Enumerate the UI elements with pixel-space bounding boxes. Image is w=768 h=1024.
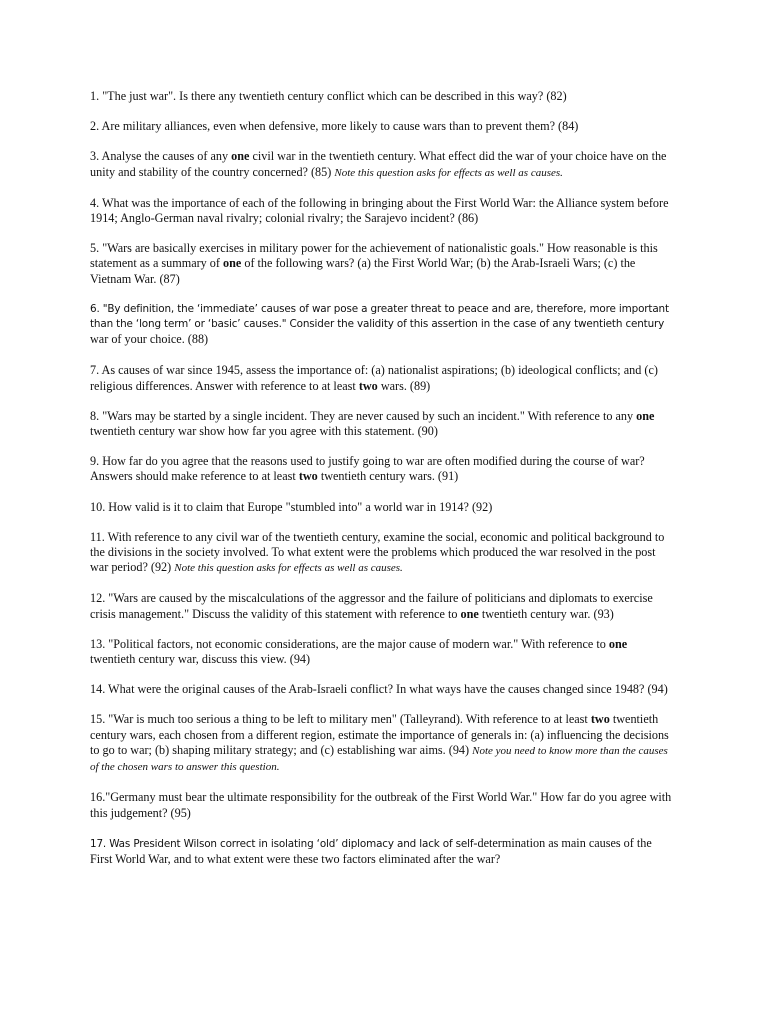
question-1-text: 1. "The just war". Is there any twentieth century conflict which can be described in this way? (82) (90, 89, 567, 103)
question-9 (90, 454, 672, 484)
question-10-text: 10. How valid is it to claim that Europe "stumbled into" a world war in 1914? (92) (90, 499, 493, 514)
question-8-text-b: twentieth century war show how far you agree with this statement. (90) (90, 424, 438, 439)
question-11 (90, 530, 672, 577)
question-9-text-a: 9. How far do you agree that the reasons used to justify going to war are often modified during the course of war? Answers should make reference to at least (90, 454, 645, 484)
question-8-emphasis: one (636, 408, 655, 423)
question-17-text-b: -determination as main causes of the First World War, and to what extent were these two factors eliminated after the war? (90, 835, 652, 866)
question-1 (90, 89, 672, 104)
question-15 (90, 712, 672, 775)
question-12-emphasis: one (460, 606, 479, 621)
question-16 (90, 790, 672, 820)
question-14 (90, 682, 672, 697)
question-11-text-a: 11. With reference to any civil war of the twentieth century, examine the social, economic and political background to the divisions in the society involved. To what extent were the problems which produced the war resolved in the post war period? (92) (90, 529, 665, 575)
question-12 (90, 591, 672, 621)
question-3-text-b: civil war in the twentieth century. What effect did the war of your choice have on the unity and stability of the country concerned? (85) (90, 149, 667, 179)
question-17-text-a: 17. Was President Wilson correct in isolating ‘old’ diplomacy and lack of self (90, 837, 474, 850)
question-10 (90, 500, 672, 515)
question-3-text-a: 3. Analyse the causes of any (90, 149, 232, 164)
question-13-text-b: twentieth century war, discuss this view. (94) (90, 652, 311, 667)
question-12-text-b: twentieth century war. (93) (478, 606, 614, 621)
question-14-text: 14. What were the original causes of the Arab-Israeli conflict? In what ways have the causes changed since 1948? (94) (90, 682, 668, 697)
question-6-text-a: 6. "By definition, the ‘immediate’ causes of war pose a greater threat to peace and are, therefore, more important than the ‘long term’ or ‘basic’ causes." Consider the validity of this assertion in the case of any twentieth century (90, 302, 669, 331)
question-15-note: Note you need to know more than the causes of the chosen wars to answer this question. (90, 744, 668, 774)
question-15-text-a: 15. "War is much too serious a thing to be left to military men" (Talleyrand). With reference to at least (90, 712, 591, 727)
question-list (90, 89, 672, 883)
question-3-note: Note this question asks for effects as well as causes. (334, 166, 563, 179)
question-9-emphasis: two (298, 469, 318, 484)
question-5-text-b: of the following wars? (a) the First World War; (b) the Arab-Israeli Wars; (c) the Vietnam War. (87) (90, 256, 636, 286)
question-13 (90, 637, 672, 667)
question-8-text-a: 8. "Wars may be started by a single incident. They are never caused by such an incident." With reference to any (90, 408, 637, 423)
question-8 (90, 409, 672, 439)
question-6 (90, 302, 672, 349)
question-2 (90, 119, 672, 134)
question-9-text-b: twentieth century wars. (91) (317, 469, 459, 484)
question-7 (90, 363, 672, 393)
question-4-text: 4. What was the importance of each of the following in bringing about the First World War: the Alliance system before 1914; Anglo-German naval rivalry; colonial rivalry; the Sarajevo incident? (86) (90, 195, 669, 226)
question-4 (90, 196, 672, 226)
question-16-text: 16."Germany must bear the ultimate responsibility for the outbreak of the First World War." How far do you agree with this judgement? (95) (90, 790, 672, 820)
question-3 (90, 149, 672, 180)
question-6-text-b: war of your choice. (88) (90, 332, 209, 347)
question-17 (90, 836, 672, 868)
question-5-text-a: 5. "Wars are basically exercises in military power for the achievement of nationalistic goals." How reasonable is this statement as a summary of (90, 241, 658, 271)
question-13-text-a: 13. "Political factors, not economic considerations, are the major cause of modern war." With reference to (90, 636, 609, 651)
question-7-text-b: wars. (89) (377, 378, 431, 393)
question-3-emphasis: one (231, 149, 250, 164)
question-7-text-a: 7. As causes of war since 1945, assess the importance of: (a) nationalist aspirations; (b) ideological conflicts; and (c) religious differences. Answer with reference to at least (90, 363, 658, 393)
question-15-text-b: twentieth century wars, each chosen from a different region, estimate the importance of generals in: (a) influencing the decisions to go to war; (b) shaping military strategy; and (c) establishing war aims. (94) (90, 712, 669, 757)
question-15-emphasis: two (590, 712, 610, 727)
question-12-text-a: 12. "Wars are caused by the miscalculations of the aggressor and the failure of politicians and diplomats to exercise crisis management." Discuss the validity of this statement with reference to (90, 591, 653, 621)
question-7-emphasis: two (358, 378, 378, 393)
question-5 (90, 241, 672, 287)
question-13-emphasis: one (608, 636, 628, 651)
question-11-note: Note this question asks for effects as well as causes. (174, 562, 403, 575)
question-2-text: 2. Are military alliances, even when defensive, more likely to cause wars than to prevent them? (84) (90, 119, 579, 134)
question-5-emphasis: one (223, 256, 242, 271)
